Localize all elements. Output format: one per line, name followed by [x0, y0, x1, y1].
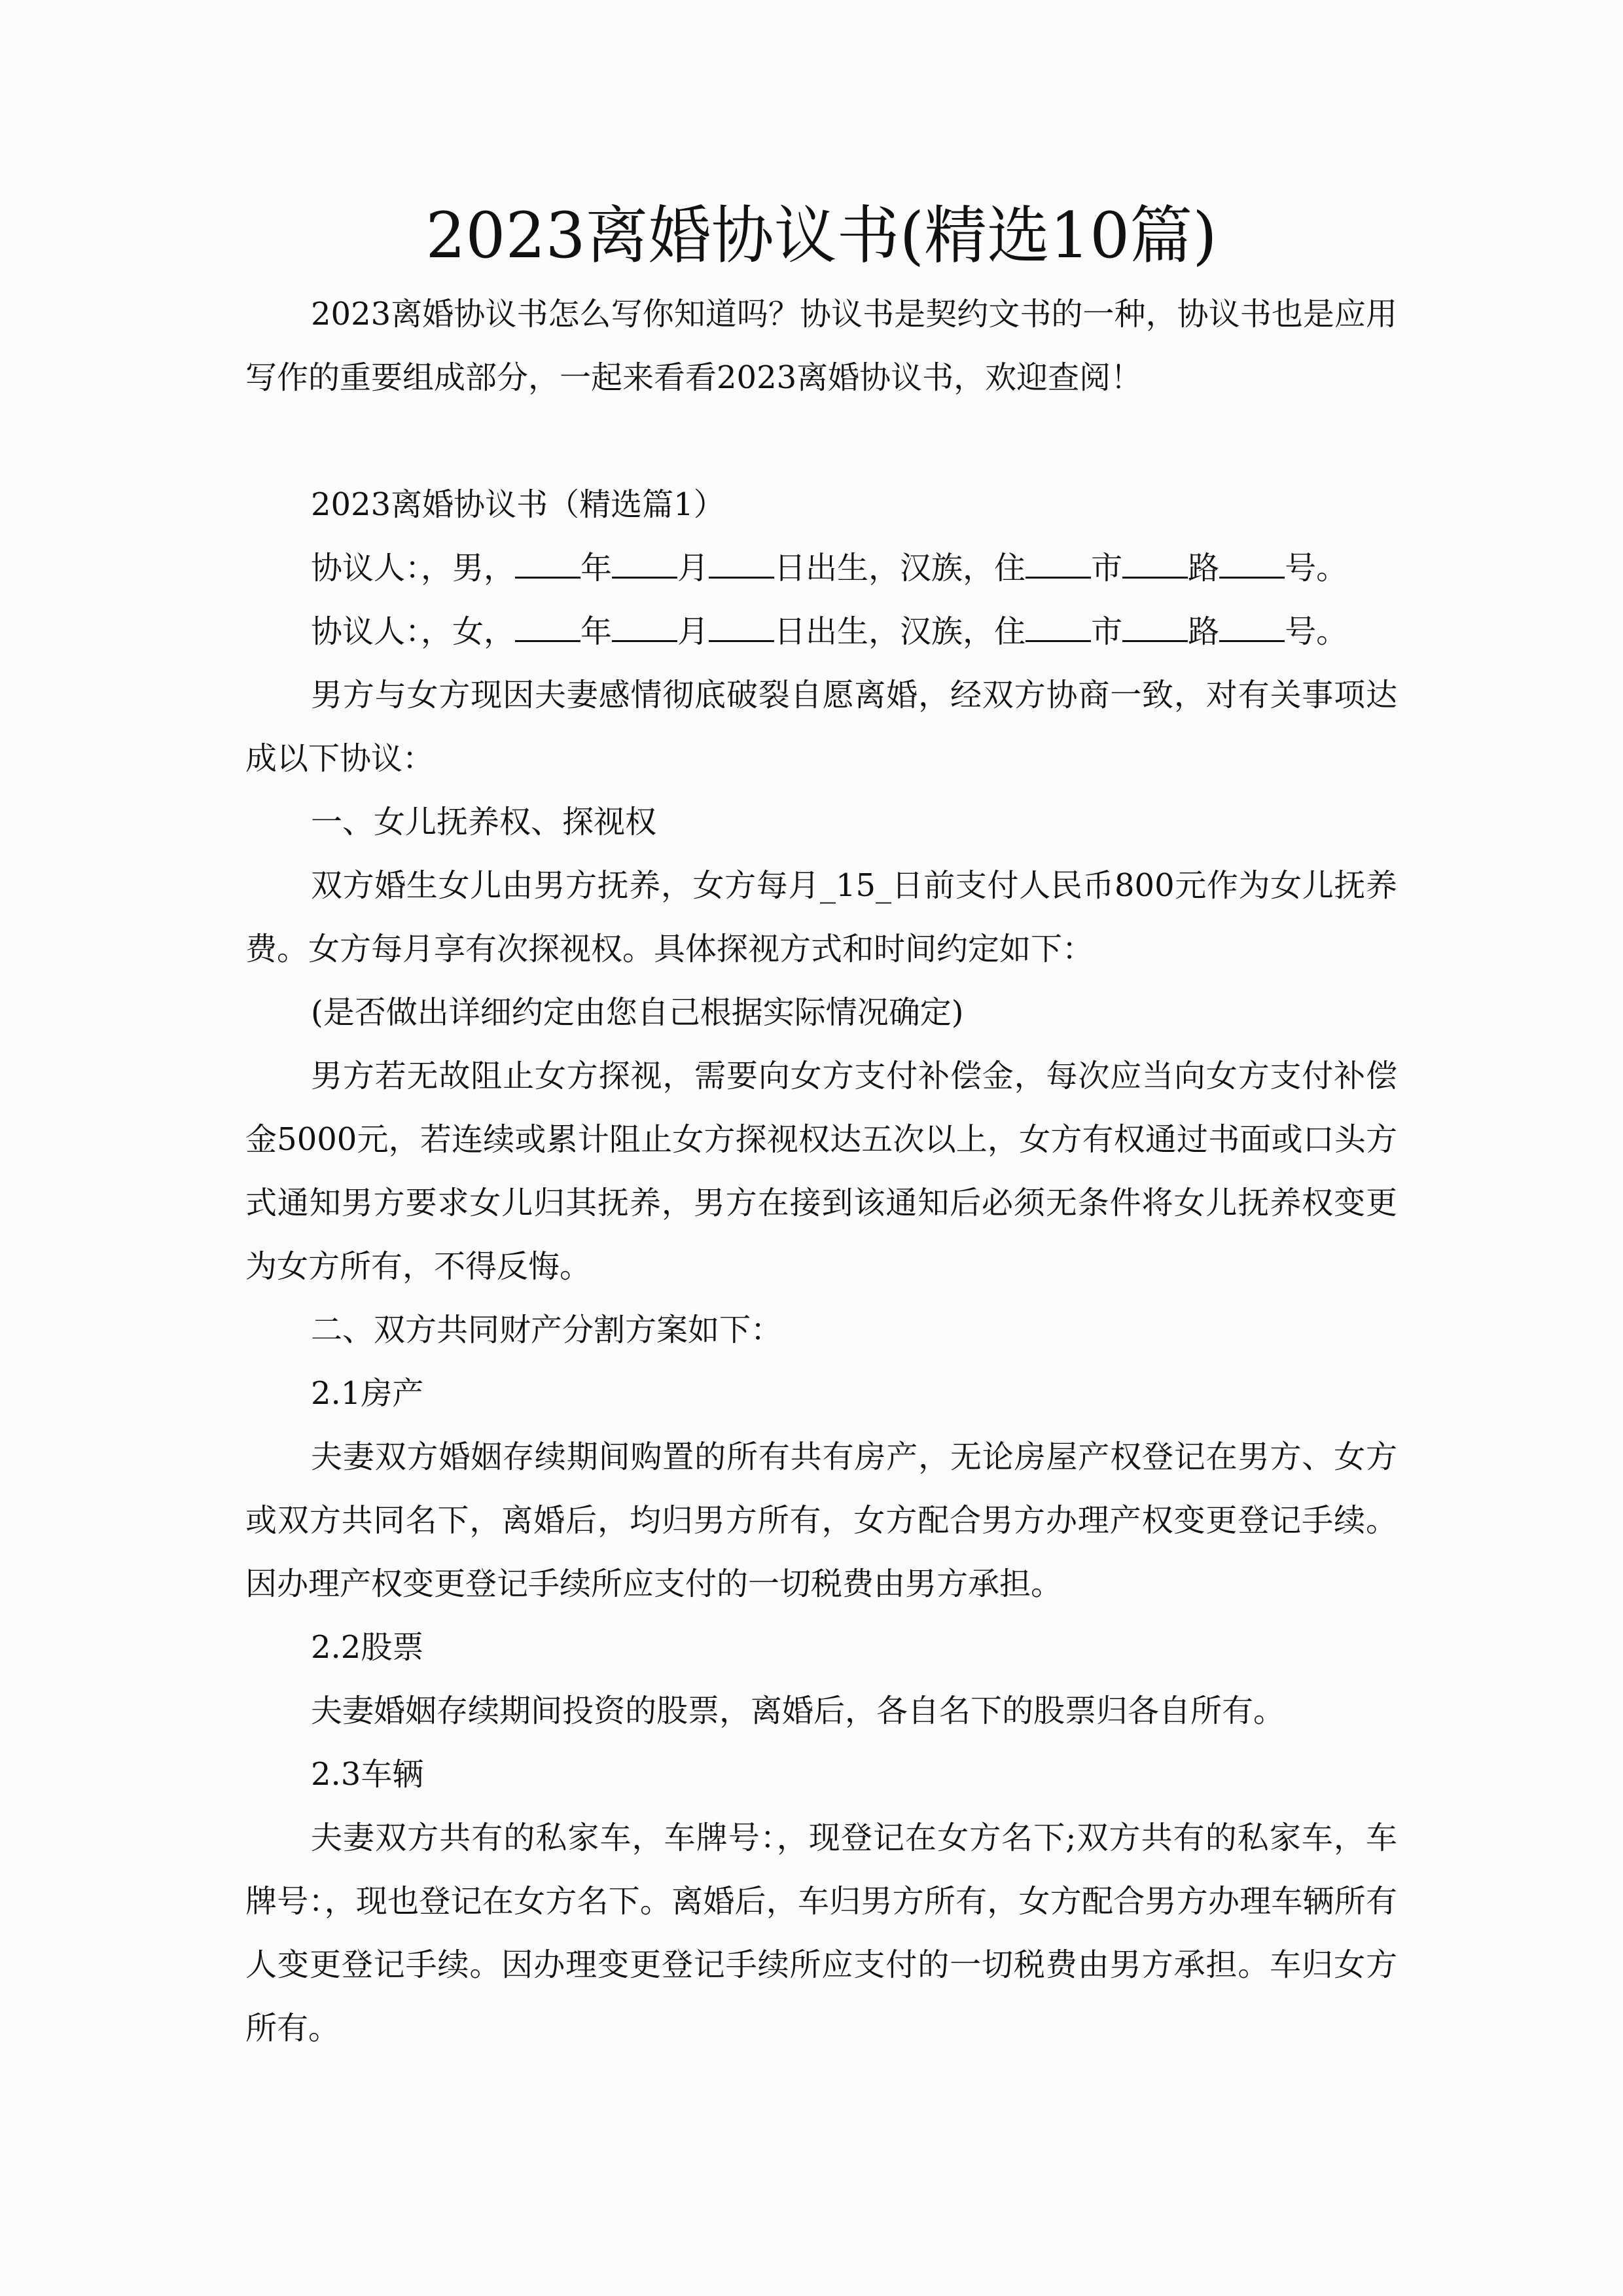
number-label: 号。 — [1285, 613, 1348, 650]
number-label: 号。 — [1285, 550, 1348, 586]
year-label: 年 — [580, 550, 613, 586]
subsection-2-2-heading: 2.2股票 — [311, 1629, 424, 1666]
road-label: 路 — [1188, 613, 1220, 650]
agreement-intro: 男方与女方现因夫妻感情彻底破裂自愿离婚，经双方协商一致，对有关事项达成以下协议： — [245, 677, 1397, 777]
clause2-heading: 二、双方共同财产分割方案如下： — [311, 1312, 783, 1348]
year-label: 年 — [580, 613, 613, 650]
clause1-heading: 一、女儿抚养权、探视权 — [311, 804, 657, 840]
intro-paragraph: 2023离婚协议书怎么写你知道吗？协议书是契约文书的一种，协议书也是应用写作的重要组成部分，一起来看看2023离婚协议书，欢迎查阅！ — [245, 296, 1397, 396]
clause1-note: (是否做出详细约定由您自己根据实际情况确定) — [311, 994, 964, 1031]
blank-city-field — [1026, 550, 1091, 579]
subsection-2-2-text: 夫妻婚姻存续期间投资的股票，离婚后，各自名下的股票归各自所有。 — [311, 1693, 1285, 1729]
blank-year-field — [515, 550, 580, 579]
blank-number-field — [1219, 614, 1285, 642]
blank-month-field — [612, 614, 677, 642]
clause1-paragraph-1: 双方婚生女儿由男方抚养，女方每月_15_日前支付人民币800元作为女儿抚养费。女方每月享有次探视权。具体探视方式和时间约定如下： — [245, 867, 1397, 967]
subsection-2-1-text: 夫妻双方婚姻存续期间购置的所有共有房产，无论房屋产权登记在男方、女方或双方共同名下，离婚后，均归男方所有，女方配合男方办理产权变更登记手续。因办理产权变更登记手续所应支付的一切税费由男方承担。 — [245, 1439, 1397, 1602]
blank-year-field — [515, 614, 580, 642]
blank-road-field — [1122, 550, 1188, 579]
party-female-line — [245, 600, 1397, 664]
subsection-2-3-text: 夫妻双方共有的私家车，车牌号：，现登记在女方名下;双方共有的私家车，车牌号：，现也登记在女方名下。离婚后，车归男方所有，女方配合男方办理车辆所有人变更登记手续。因办理变更登记手续所应支付的一切税费由男方承担。车归女方所有。 — [245, 1820, 1397, 2047]
month-label: 月 — [677, 550, 709, 586]
blank-city-field — [1026, 614, 1091, 642]
clause1-paragraph-2: 男方若无故阻止女方探视，需要向女方支付补偿金，每次应当向女方支付补偿金5000元，若连续或累计阻止女方探视权达五次以上，女方有权通过书面或口头方式通知男方要求女儿归其抚养，男方在接到该通知后必须无条件将女儿抚养权变更为女方所有，不得反悔。 — [245, 1058, 1397, 1285]
birth-label: 日出生，汉族，住 — [774, 613, 1026, 650]
section-heading: 2023离婚协议书（精选篇1） — [311, 486, 725, 523]
party-female-prefix: 协议人：，女， — [311, 613, 516, 650]
subsection-2-1-heading: 2.1房产 — [311, 1375, 424, 1412]
city-label: 市 — [1091, 613, 1123, 650]
blank-line — [245, 410, 1397, 473]
blank-day-field — [709, 614, 774, 642]
blank-day-field — [709, 550, 774, 579]
party-male-prefix: 协议人：，男， — [311, 550, 516, 586]
party-male-line — [245, 537, 1397, 600]
document-title: 2023离婚协议书(精选10篇) — [425, 199, 1217, 272]
subsection-2-3-heading: 2.3车辆 — [311, 1756, 424, 1793]
month-label: 月 — [677, 613, 709, 650]
document-body — [245, 283, 1397, 2060]
blank-road-field — [1122, 614, 1188, 642]
blank-month-field — [612, 550, 677, 579]
city-label: 市 — [1091, 550, 1123, 586]
birth-label: 日出生，汉族，住 — [774, 550, 1026, 586]
blank-number-field — [1219, 550, 1285, 579]
road-label: 路 — [1188, 550, 1220, 586]
